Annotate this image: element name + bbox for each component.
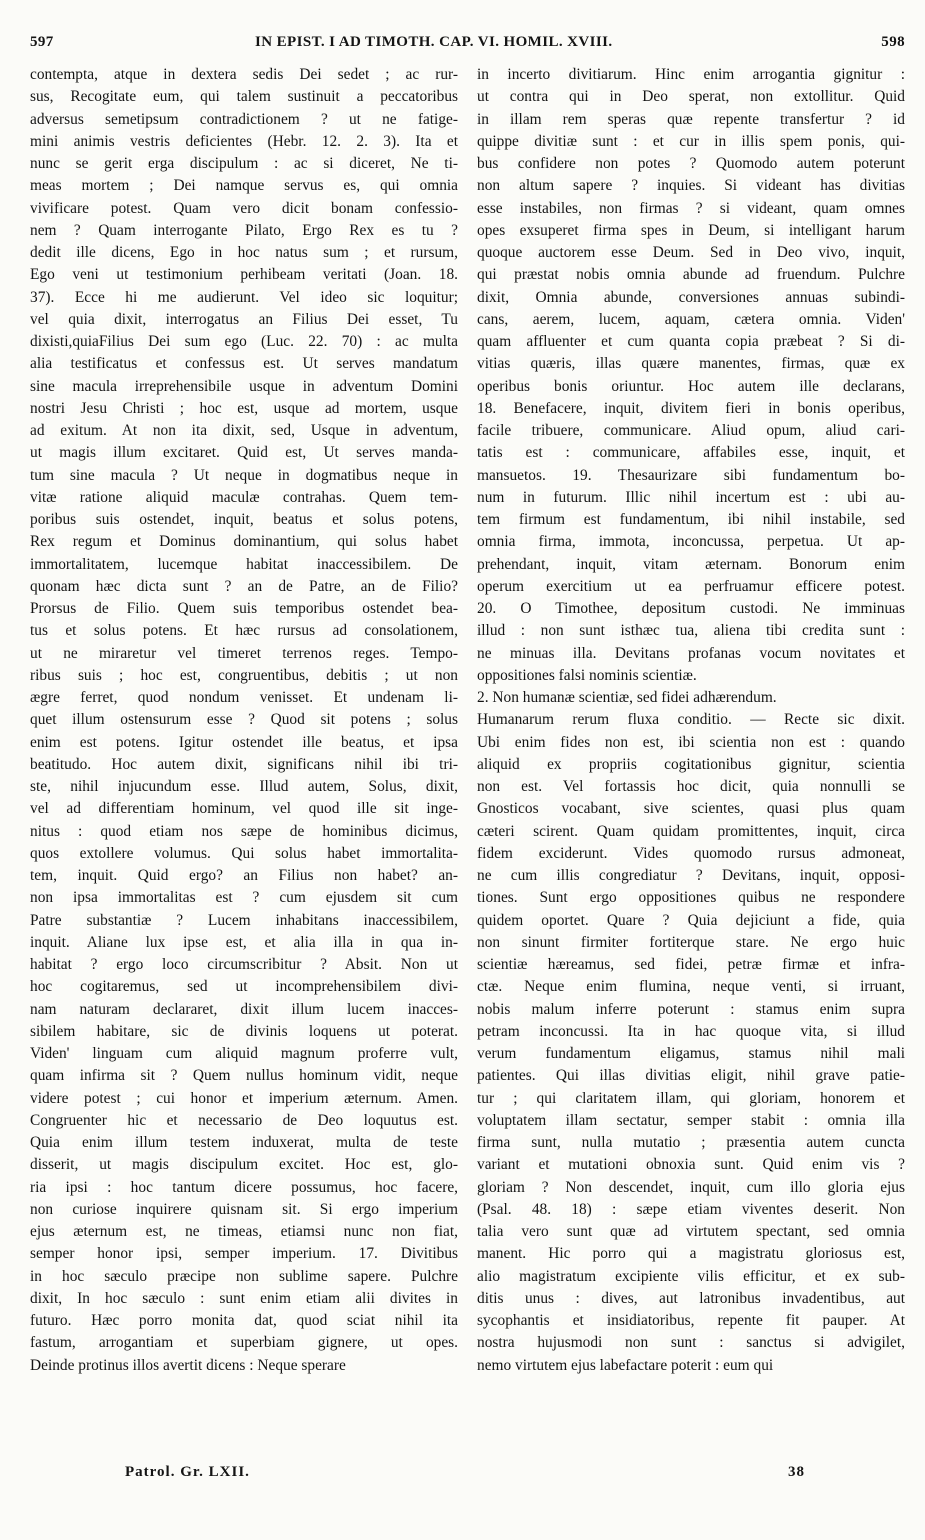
- text-line: ribus suis ; hoc est, congruentibus, debitis ; ut non: [30, 666, 458, 684]
- text-line: Prorsus de Filio. Quem suis temporibus ostendet bea-: [30, 600, 458, 617]
- text-line: nam naturam declararet, dixit illum lucem inacces-: [30, 1000, 458, 1018]
- text-line: num in futurum. Illic nihil incertum est : ubi au-: [477, 488, 905, 506]
- text-line: qui præstat nobis omnia abunde ad fruendum. Pulchre: [477, 266, 905, 284]
- text-line: quet illum ostensurum esse ? Quod sit potens ; solus: [30, 711, 458, 729]
- running-header: [30, 34, 905, 62]
- text-line: in hoc sæculo præcipe non sublime sapere. Pulchre: [30, 1267, 458, 1285]
- text-line: 37). Ecce hi me audierunt. Vel ideo sic loquitur;: [30, 288, 458, 306]
- page-footer: [30, 1464, 905, 1490]
- text-line: scientiæ hæreamus, sed fidei, petræ firmæ et infra-: [477, 956, 905, 973]
- text-line: ut magis illum excitaret. Quid est, Ut serves manda-: [30, 444, 458, 462]
- page-number-left: 597: [30, 34, 54, 50]
- text-line: nemo virtutem ejus labefactare poterit : eum qui: [477, 1356, 774, 1374]
- text-line: alio magistratum excipiente vilis efficitur, et ex sub-: [477, 1267, 905, 1285]
- text-line: sus, Recogitate eum, qui talem sustinuit a peccatoribus: [30, 88, 458, 106]
- text-line: enim est potens. Igitur ostendet ille beatus, et ipsa: [30, 733, 458, 751]
- text-line: illud : non sunt isthæc tua, aliena tibi credita sunt :: [477, 622, 905, 640]
- text-line: ut ne miraretur vel timeret terrenos reges. Tempo-: [30, 644, 458, 662]
- text-line: vitias quæris, illas quære manentes, firmas, quæ ex: [477, 355, 905, 373]
- text-line: dixit, In hoc sæculo : sunt enim etiam alii divites in: [30, 1289, 458, 1307]
- text-line: tatis est : communicare, affabiles esse, inquit, et: [477, 444, 905, 462]
- page-number-right: 598: [881, 34, 905, 50]
- text-line: omnia firma, immota, inconcussa, perpetua. Ut ap-: [477, 533, 905, 551]
- text-line: poribus suis ostendet, inquit, beatus et solus potens,: [30, 511, 458, 528]
- text-line: nostra hujusmodi non sunt : sanctus si advigilet,: [477, 1334, 905, 1352]
- text-line: ejus æternum est, ne timeas, etiamsi nunc non fiat,: [30, 1223, 458, 1240]
- text-line: alia testificatus et confessus est. Ut serves mandatum: [30, 355, 458, 373]
- text-line: ste, nihil injucundum esse. Illud autem, Solus, dixit,: [30, 778, 458, 795]
- text-line: oppositiones falsi nominis scientiæ.: [477, 666, 697, 684]
- text-line: non est. Vel fortassis hoc dicit, quia nonnulli se: [477, 778, 905, 795]
- text-line: vel ad differentiam hominum, vel quod ille sit inge-: [30, 800, 458, 818]
- text-line: contempta, atque in dextera sedis Dei sedet ; ac rur-: [30, 66, 458, 83]
- text-line: inquit. Aliane lux ipse est, et alia illa in qua in-: [30, 933, 458, 951]
- text-line: non ipsa immortalitas est ? cum ejusdem sit cum: [30, 889, 458, 907]
- text-line: ditis unus : dives, aut latronibus invadentibus, aut: [477, 1289, 905, 1307]
- text-line: nostri Jesu Christi ; hoc est, usque ad mortem, usque: [30, 399, 458, 417]
- text-line: nem ? Quam interrogante Pilato, Ergo Rex es tu ?: [30, 221, 458, 239]
- text-line: manent. Hic porro qui a magistratu gloriosus est,: [477, 1245, 905, 1263]
- text-line: Humanarum rerum fluxa conditio. — Recte sic dixit.: [477, 711, 905, 729]
- text-line: quos extollere volumus. Qui solus habet immortalita-: [30, 844, 458, 862]
- text-line: quippe divitiæ sunt : et cur in illis spem ponis, qui-: [477, 132, 905, 150]
- signature-number: 38: [788, 1464, 805, 1480]
- text-line: petram inconcussi. Ita in hac quoque vita, si illud: [477, 1022, 905, 1040]
- text-line: patientes. Qui illas divitias eligit, nihil grave patie-: [477, 1067, 905, 1085]
- text-line: Gnosticos vocabant, sive scientes, quasi plus quam: [477, 800, 905, 818]
- text-line: 2. Non humanæ scientiæ, sed fidei adhærendum.: [477, 689, 777, 706]
- text-line: mini animis vestris deficientes (Hebr. 12. 2. 3). Ita et: [30, 132, 458, 150]
- text-line: in illam rem speras quæ repente transfertur ? id: [477, 110, 905, 128]
- text-line: ria ipsi : hoc tantum dicere possumus, hoc facere,: [30, 1178, 458, 1196]
- text-line: Ubi enim fides non est, ibi scientia non est : quando: [477, 733, 905, 751]
- text-line: vitæ ratione aliquid maculæ contrahas. Quem tem-: [30, 488, 458, 506]
- text-line: variant et mutationi obnoxia sunt. Quid enim vis ?: [477, 1156, 905, 1174]
- text-line: nunc se gerit erga discipulum : ac si diceret, Ne ti-: [30, 155, 458, 172]
- text-line: cæteri scirent. Quam quidam promittentes, inquit, circa: [477, 822, 905, 840]
- text-line: aliquid ex propriis cogitationibus gignitur, scientia: [477, 755, 905, 773]
- text-line: meas mortem ; Dei namque servus es, qui omnia: [30, 177, 458, 195]
- text-line: tiones. Sunt ergo oppositiones quibus ne respondere: [477, 889, 905, 907]
- text-line: tem firmum est fundamentum, ibi nihil instabile, sed: [477, 511, 905, 528]
- text-line: nitus : quod etiam nos sæpe de hominibus dicimus,: [30, 822, 458, 840]
- text-line: sibilem habitare, sic de divinis loquens ut poterat.: [30, 1022, 458, 1040]
- text-line: ægre ferret, quod nondum venisset. Et undenam li-: [30, 689, 458, 706]
- text-line: dixit, Omnia abunde, conversiones annuas subindi-: [477, 288, 905, 306]
- text-line: fidem exciderunt. Vides quomodo rursus admoneat,: [477, 844, 905, 862]
- text-line: hoc cogitaremus, sed ut incomprehensibilem divi-: [30, 978, 458, 996]
- text-line: tem, inquit. Quid ergo? an Filius non habet? an-: [30, 867, 458, 884]
- text-line: in incerto divitiarum. Hinc enim arrogantia gignitur :: [477, 66, 905, 83]
- text-line: cans, aerem, lucem, aquam, cætera omnia. Viden': [477, 310, 905, 328]
- left-text-column: [30, 64, 458, 1454]
- text-line: bus confidere non potes ? Quomodo autem poterunt: [477, 155, 905, 172]
- text-line: quam affluenter et cum quanta copia præbeat ? Si di-: [477, 333, 905, 350]
- text-line: fastum, arrogantiam et superbiam gignere, ut opes.: [30, 1334, 458, 1352]
- text-line: immortalitatem, lucemque habitat inaccessibilem. De: [30, 555, 458, 573]
- text-line: ut contra qui in Deo sperat, non extollitur. Quid: [477, 88, 905, 106]
- series-signature: Patrol. Gr. LXII.: [125, 1464, 250, 1480]
- right-text-column: [477, 64, 905, 1454]
- text-line: 20. O Timothee, depositum custodi. Ne imminuas: [477, 600, 905, 617]
- text-line: tur ; qui claritatem illam, qui gloriam, honorem et: [477, 1089, 905, 1107]
- text-line: Quia enim illum testem induxerat, multa de teste: [30, 1134, 458, 1151]
- text-line: ctæ. Neque enim flumina, neque venti, si irruant,: [477, 978, 905, 996]
- text-line: Deinde protinus illos avertit dicens : Neque sperare: [30, 1356, 346, 1374]
- text-line: vivificare potest. Quam vero dicit bonam confessio-: [30, 199, 458, 217]
- text-line: quidem oportet. Quare ? Quia dejiciunt a fide, quia: [477, 911, 905, 929]
- text-line: adversus semetipsum contradictionem ? ut ne fatige-: [30, 110, 458, 128]
- text-line: beatitudo. Hoc autem dixit, significans nihil ibi tri-: [30, 755, 458, 773]
- running-title: IN EPIST. I AD TIMOTH. CAP. VI. HOMIL. XVIII.: [255, 34, 613, 50]
- text-line: gloriam ? Non descendet, inquit, cum illo gloria ejus: [477, 1178, 905, 1196]
- text-line: nobis malum inferre poterunt : stamus enim supra: [477, 1000, 905, 1018]
- text-line: habitat ? ergo loco circumscribitur ? Absit. Non ut: [30, 956, 458, 973]
- text-line: esse instabiles, non firmas ? si videant, quam omnes: [477, 199, 905, 217]
- text-line: firma sunt, nulla mutatio ; præsentia autem cuncta: [477, 1134, 905, 1151]
- text-line: disserit, ut magis discipulum excitet. Hoc est, glo-: [30, 1156, 458, 1174]
- text-line: dedit ille dicens, Ego in hoc natus sum ; et rursum,: [30, 244, 458, 261]
- text-line: operum exercitium ut ea perfruamur efficere potest.: [477, 577, 905, 595]
- text-line: Viden' linguam cum aliquid magnum proferre vult,: [30, 1045, 458, 1062]
- text-line: non curiose inquirere quisnam sit. Si ergo imperium: [30, 1200, 458, 1218]
- text-line: operibus bonis oriuntur. Hoc autem ille declarans,: [477, 377, 905, 395]
- text-line: voluptatem illam sectatur, semper stabit : omnia illa: [477, 1111, 905, 1129]
- text-line: semper honor ipsi, semper imperium. 17. Divitibus: [30, 1245, 458, 1263]
- text-line: Congruenter hic et necessario de Deo loquutus est.: [30, 1111, 458, 1129]
- text-line: facile tribuere, communicare. Aliud opum, aliud cari-: [477, 422, 905, 439]
- text-line: sycophantis et insidiatoribus, repente fit pauper. At: [477, 1312, 905, 1329]
- text-line: quam infirma sit ? Quem nullus hominum vidit, neque: [30, 1067, 458, 1085]
- text-line: futuro. Hæc porro monita dat, quod sciat nihil ita: [30, 1312, 458, 1329]
- text-line: 18. Benefacere, inquit, divitem fieri in bonis operibus,: [477, 399, 905, 417]
- text-line: tus et solus potens. Et hæc rursus ad consolationem,: [30, 622, 458, 640]
- text-line: non sinunt firmiter fortiterque stare. Ne ergo huic: [477, 933, 905, 951]
- text-line: quonam hæc dicta sunt ? an de Patre, an de Filio?: [30, 577, 458, 595]
- text-line: (Psal. 48. 18) : sæpe etiam viventes deserit. Non: [477, 1200, 905, 1218]
- text-line: sine macula irreprehensibile usque in adventum Domini: [30, 377, 458, 395]
- text-line: prehendant, inquit, vitam æternam. Bonorum enim: [477, 555, 905, 573]
- text-line: mansuetos. 19. Thesaurizare sibi fundamentum bo-: [477, 466, 905, 484]
- text-line: non altum sapere ? inquies. Si videant has divitias: [477, 177, 905, 195]
- text-line: tum sine macula ? Ut neque in dogmatibus neque in: [30, 466, 458, 484]
- text-line: Ego veni ut testimonium perhibeam veritati (Joan. 18.: [30, 266, 458, 284]
- text-line: vel quia dixit, interrogatus an Filius Dei esset, Tu: [30, 310, 458, 328]
- text-line: quoque auctorem esse Deum. Sed in Deo vivo, inquit,: [477, 244, 905, 261]
- text-line: ne minuas illa. Devitans profanas vocum novitates et: [477, 644, 905, 662]
- text-line: ne cum illis congrediatur ? Devitans, inquit, opposi-: [477, 867, 905, 884]
- text-line: Rex regum et Dominus dominantium, qui solus habet: [30, 533, 458, 551]
- text-line: talia vero sunt quæ ad virtutem spectant, sed omnia: [477, 1223, 905, 1240]
- text-line: ad exitum. At non ita dixit, sed, Usque in adventum,: [30, 422, 458, 439]
- text-line: opes exsuperet firma spes in Deum, si intelligant harum: [477, 221, 905, 239]
- text-line: dixisti,quiaFilius Dei sum ego (Luc. 22. 70) : ac multa: [30, 333, 458, 350]
- text-line: Patre substantiæ ? Lucem inhabitans inaccessibilem,: [30, 911, 458, 929]
- text-line: verum fundamentum eligamus, stamus nihil mali: [477, 1045, 905, 1062]
- text-line: videre potest ; cui honor et imperium æternum. Amen.: [30, 1089, 458, 1107]
